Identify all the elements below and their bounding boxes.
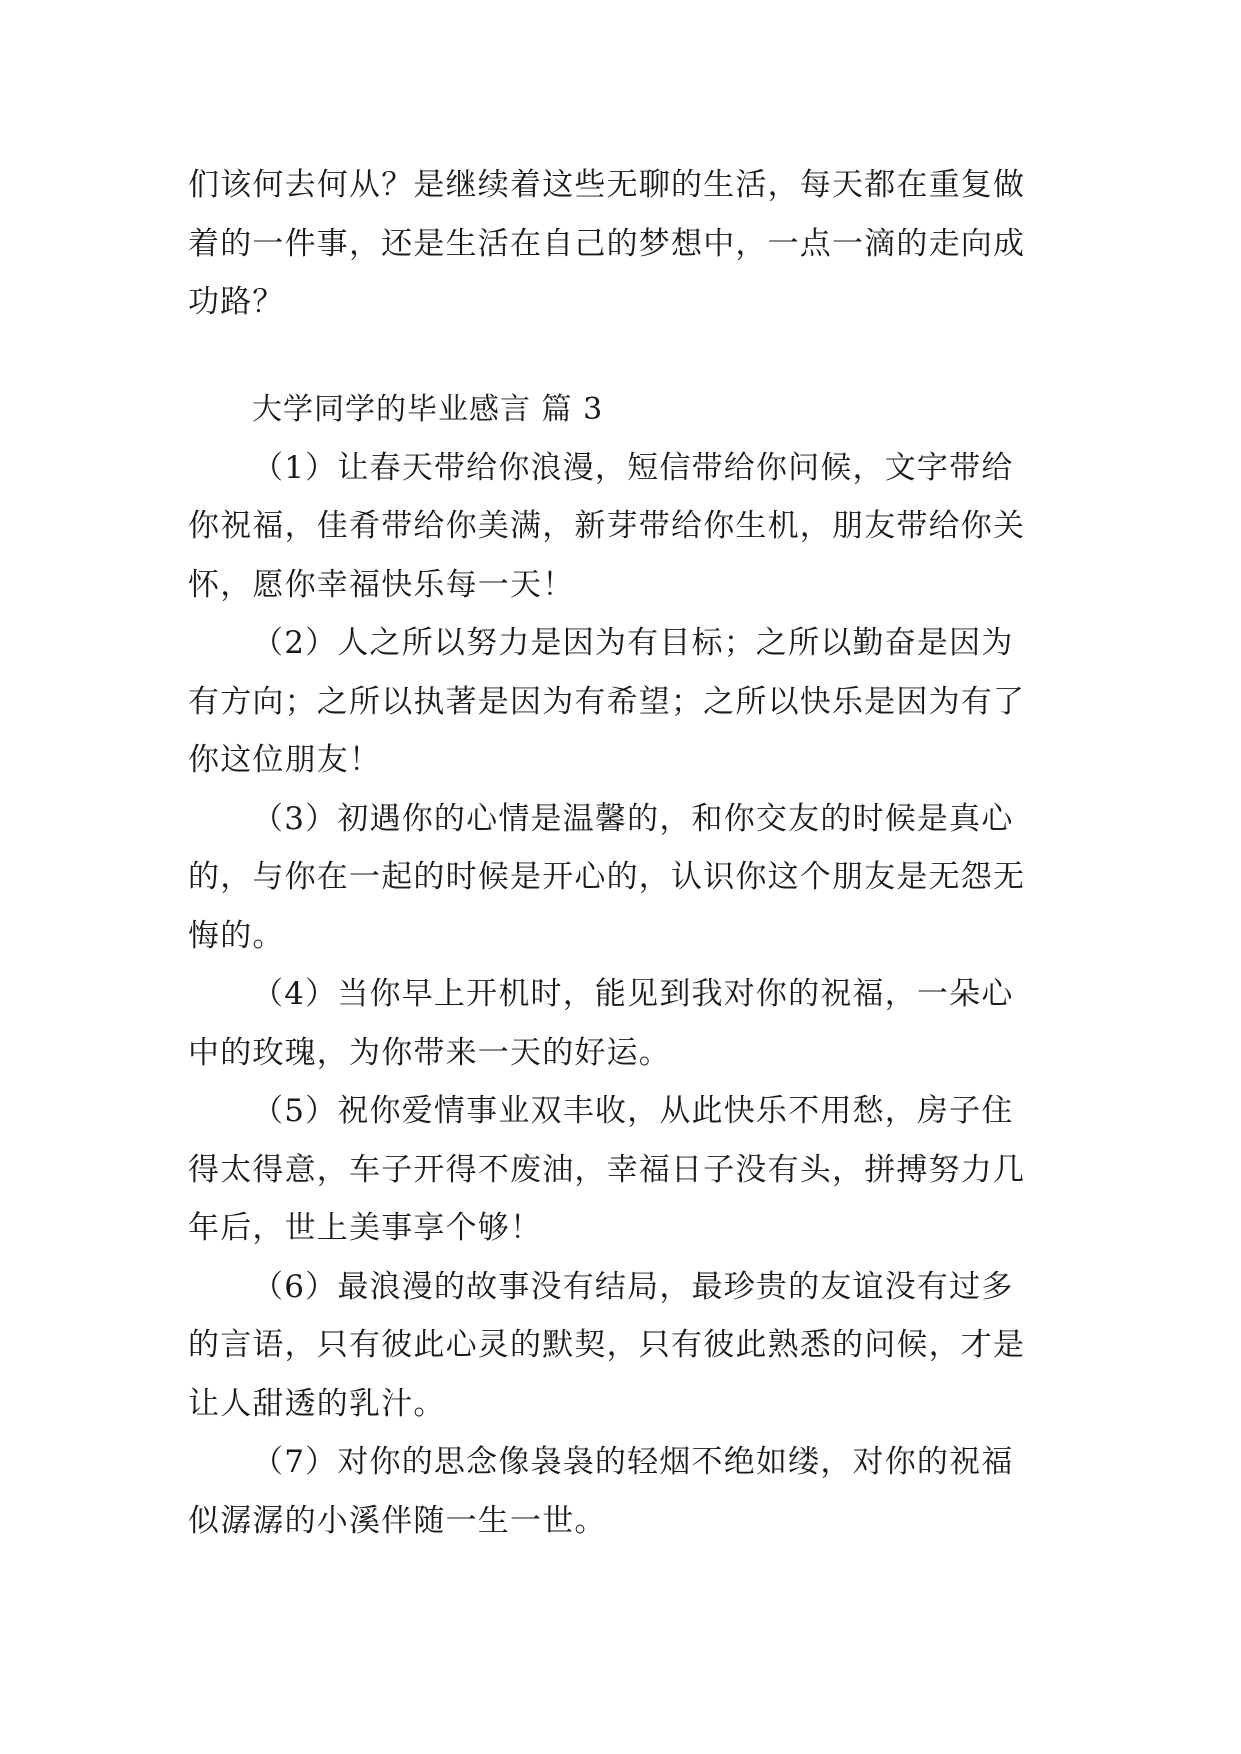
paragraph-6	[188, 1258, 1054, 1434]
document-page	[188, 156, 1054, 1550]
text-line: （7）对你的思念像袅袅的轻烟不绝如缕，对你的祝福	[252, 1444, 1014, 1480]
text-line: 让人甜透的乳汁。	[188, 1385, 446, 1422]
paragraph-2	[188, 614, 1054, 790]
paragraph-7	[188, 1433, 1054, 1550]
text-line: （5）祝你爱情事业双丰收，从此快乐不用愁，房子住	[252, 1093, 1014, 1129]
text-line: 功路？	[188, 284, 285, 320]
text-line: 你这位朋友！	[188, 742, 382, 778]
text-line: 怀，愿你幸福快乐每一天！	[188, 566, 575, 603]
section-title: 大学同学的毕业感言 篇 3	[252, 391, 604, 427]
text-line: 有方向；之所以执著是因为有希望；之所以快乐是因为有了	[188, 683, 1026, 720]
paragraph-3	[188, 790, 1054, 966]
text-line: 的，与你在一起的时候是开心的，认识你这个朋友是无怨无	[188, 859, 1026, 895]
text-line: 你祝福，佳肴带给你美满，新芽带给你生机，朋友带给你关	[188, 508, 1026, 544]
paragraph-1	[188, 439, 1054, 615]
intro-paragraph	[188, 156, 1054, 332]
text-line: 悔的。	[188, 917, 285, 954]
text-line: （6）最浪漫的故事没有结局，最珍贵的友谊没有过多	[252, 1268, 1014, 1305]
text-line: （4）当你早上开机时，能见到我对你的祝福，一朵心	[252, 976, 1014, 1012]
paragraph-4	[188, 965, 1054, 1082]
text-line: 的言语，只有彼此心灵的默契，只有彼此熟悉的问候，才是	[188, 1327, 1026, 1363]
paragraph-5	[188, 1082, 1054, 1258]
text-line: 中的玫瑰，为你带来一天的好运。	[188, 1034, 671, 1071]
text-line: 得太得意，车子开得不废油，幸福日子没有头，拼搏努力几	[188, 1151, 1026, 1188]
text-line: 似潺潺的小溪伴随一生一世。	[188, 1502, 607, 1539]
text-line: 年后，世上美事享个够！	[188, 1210, 543, 1246]
text-line: （3）初遇你的心情是温馨的，和你交友的时候是真心	[252, 800, 1014, 837]
text-line: 们该何去何从？是继续着这些无聊的生活，每天都在重复做	[188, 167, 1026, 203]
text-line: 着的一件事，还是生活在自己的梦想中，一点一滴的走向成	[188, 225, 1026, 262]
text-line: （1）让春天带给你浪漫，短信带给你问候，文字带给	[252, 449, 1014, 486]
text-line: （2）人之所以努力是因为有目标；之所以勤奋是因为	[252, 625, 1014, 661]
